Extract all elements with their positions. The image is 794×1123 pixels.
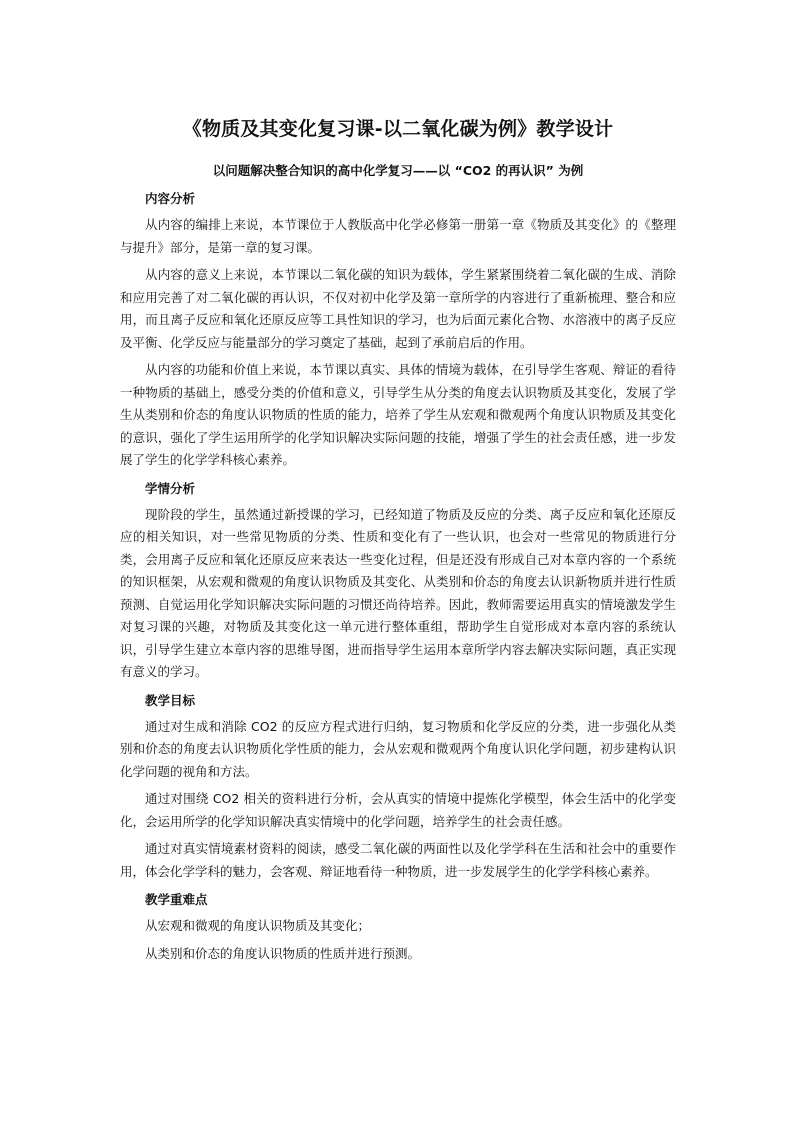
paragraph: 通过对围绕 CO2 相关的资料进行分析，会从真实的情境中提炼化学模型，体会生活中的化学变化，会运用所学的化学知识解决真实情境中的化学问题，培养学生的社会责任感。 [120, 791, 676, 829]
section-student-analysis [120, 478, 676, 684]
paragraph: 从内容的功能和价值上来说，本节课以真实、具体的情境为载体，在引导学生客观、辩证的看待一种物质的基础上，感受分类的价值和意义，引导学生从分类的角度去认识物质及其变化，发展了学生从类别和价态的角度认识物质的性质的能力，培养了学生从宏观和微观两个角度认识物质及其变化的意识，强化了学生运用所学的化学知识解决实际问题的技能，增强了学生的社会责任感，进一步发展了学生的化学学科核心素养。 [120, 362, 676, 467]
paragraph: 通过对生成和消除 CO2 的反应方程式进行归纳，复习物质和化学反应的分类，进一步强化从类别和价态的角度去认识物质化学性质的能力，会从宏观和微观两个角度认识化学问题，初步建构认识化学问题的视角和方法。 [120, 718, 676, 779]
section-teaching-goals [120, 690, 676, 884]
section-heading: 教学目标 [145, 692, 196, 708]
paragraph: 现阶段的学生，虽然通过新授课的学习，已经知道了物质及反应的分类、离子反应和氧化还原反应的相关知识，对一些常见物质的分类、性质和变化有了一些认识，也会对一些常见的物质进行分类，会用离子反应和氧化还原反应来表达一些变化过程，但是还没有形成自己对本章内容的一个系统的知识框架，从宏观和微观的角度认识物质及其变化、从类别和价态的角度去认识新物质并进行性质预测、自觉运用化学知识解决实际问题的习惯还尚待培养。因此，教师需要运用真实的情境激发学生对复习课的兴趣，对物质及其变化这一单元进行整体重组，帮助学生自觉形成对本章内容的系统认识，引导学生建立本章内容的思维导图，进而指导学生运用本章所学内容去解决实际问题，真正实现有意义的学习。 [120, 506, 676, 679]
paragraph: 通过对真实情境素材资料的阅读，感受二氧化碳的两面性以及化学学科在生活和社会中的重要作用，体会化学学科的魅力，会客观、辩证地看待一种物质，进一步发展学生的化学学科核心素养。 [120, 841, 676, 879]
document-subtitle: 以问题解决整合知识的高中化学复习——以 “CO2 的再认识” 为例 [212, 163, 584, 178]
document-title: 《物质及其变化复习课-以二氧化碳为例》教学设计 [182, 118, 614, 140]
section-content-analysis [120, 188, 676, 472]
section-heading: 教学重难点 [145, 892, 208, 907]
paragraph: 从内容的编排上来说，本节课位于人教版高中化学必修第一册第一章《物质及其变化》的《整理与提升》部分，是第一章的复习课。 [120, 217, 676, 255]
paragraph: 从宏观和微观的角度认识物质及其变化； [145, 918, 371, 933]
paragraph: 从类别和价态的角度认识物质的性质并进行预测。 [145, 945, 421, 961]
section-heading: 学情分析 [145, 480, 196, 496]
section-heading: 内容分析 [145, 191, 196, 206]
paragraph: 从内容的意义上来说，本节课以二氧化碳的知识为载体，学生紧紧围绕着二氧化碳的生成、消除和应用完善了对二氧化碳的再认识，不仅对初中化学及第一章所学的内容进行了重新梳理、整合和应用，而且离子反应和氧化还原反应等工具性知识的学习，也为后面元素化合物、水溶液中的离子反应及平衡、化学反应与能量部分的学习奠定了基础，起到了承前启后的作用。 [120, 267, 676, 350]
section-key-points [120, 889, 676, 965]
document-body [120, 112, 676, 970]
